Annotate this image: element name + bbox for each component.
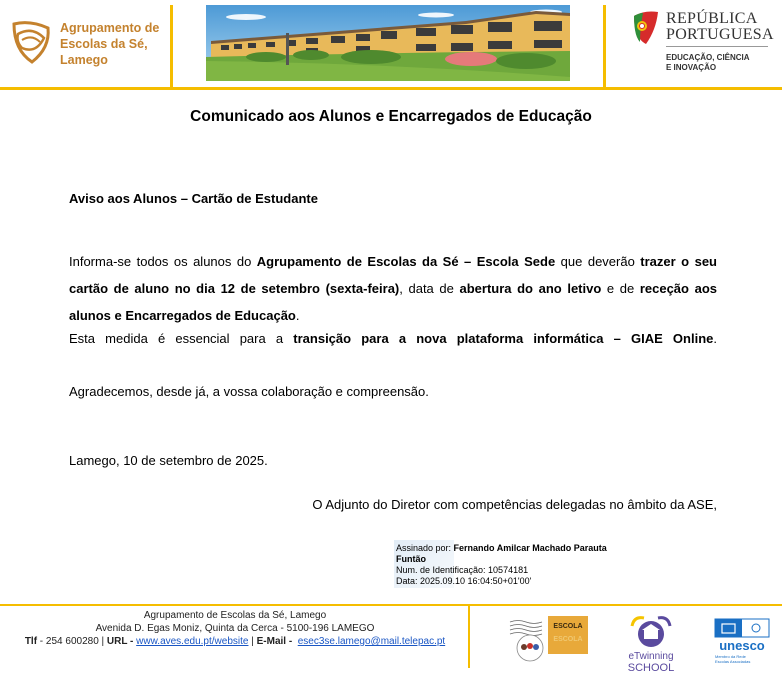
thanks-text: Agradecemos, desde já, a vossa colaboração e compreensão. <box>69 384 429 399</box>
header-divider <box>170 5 173 89</box>
portugal-flag-icon <box>630 10 660 46</box>
website-link[interactable]: www.aves.edu.pt/website <box>136 636 249 647</box>
school-building-banner <box>206 5 570 81</box>
header-divider <box>603 5 606 89</box>
svg-text:Escolas Associadas: Escolas Associadas <box>715 659 751 664</box>
government-rule <box>666 46 768 47</box>
unesco-logo <box>713 617 771 665</box>
svg-text:SCHOOL: SCHOOL <box>627 662 675 674</box>
etwinning-school-logo <box>620 612 682 676</box>
email-link[interactable]: esec3se.lamego@mail.telepac.pt <box>297 636 446 647</box>
signer-role: O Adjunto do Diretor com competências delegadas no âmbito da ASE, <box>312 497 717 512</box>
digital-signature[interactable]: Assinado por: Fernando Amilcar Machado Parauta Funtão Num. de Identificação: 10574181 Data: 2025.09.10 16:04:50+01'00' <box>396 543 607 586</box>
government-title: REPÚBLICA PORTUGUESA <box>666 10 774 43</box>
svg-text:ESCOLA: ESCOLA <box>553 636 583 643</box>
document-title: Comunicado aos Alunos e Encarregados de Educação <box>190 108 592 125</box>
svg-text:ESCOLA: ESCOLA <box>553 623 583 630</box>
school-logo-icon <box>10 18 52 64</box>
school-name: Agrupamento de Escolas da Sé, Lamego <box>60 21 160 67</box>
header-bottom-rule <box>0 87 782 90</box>
ministry-name: EDUCAÇÃO, CIÊNCIA E INOVAÇÃO <box>666 53 750 72</box>
svg-text:eTwinning: eTwinning <box>628 651 674 662</box>
notice-paragraph-2: Esta medida é essencial para a transição para a nova plataforma informática – GIAE Online. <box>69 331 717 346</box>
escola-logo <box>508 614 590 662</box>
place-date: Lamego, 10 de setembro de 2025. <box>69 453 268 468</box>
notice-subtitle: Aviso aos Alunos – Cartão de Estudante <box>69 191 318 206</box>
notice-paragraph-1: Informa-se todos os alunos do Agrupamento de Escolas da Sé – Escola Sede que deverão trazer o seu cartão de aluno no dia 12 de setembro (sexta-feira), data de abertura do ano letivo e de receção aos alunos e Encarregados de Educação. <box>69 254 717 323</box>
footer-contacts: Agrupamento de Escolas da Sé, Lamego Avenida D. Egas Moniz, Quinta da Cerca - 5100-196 LAMEGO Tlf - 254 600280 | URL - www.aves.edu.pt/website | E-Mail - esec3se.lamego@mail.telepac.pt <box>24 610 446 647</box>
svg-text:Membro da Rede: Membro da Rede <box>715 654 746 659</box>
footer-top-rule <box>0 604 782 606</box>
svg-text:unesco: unesco <box>719 638 765 653</box>
